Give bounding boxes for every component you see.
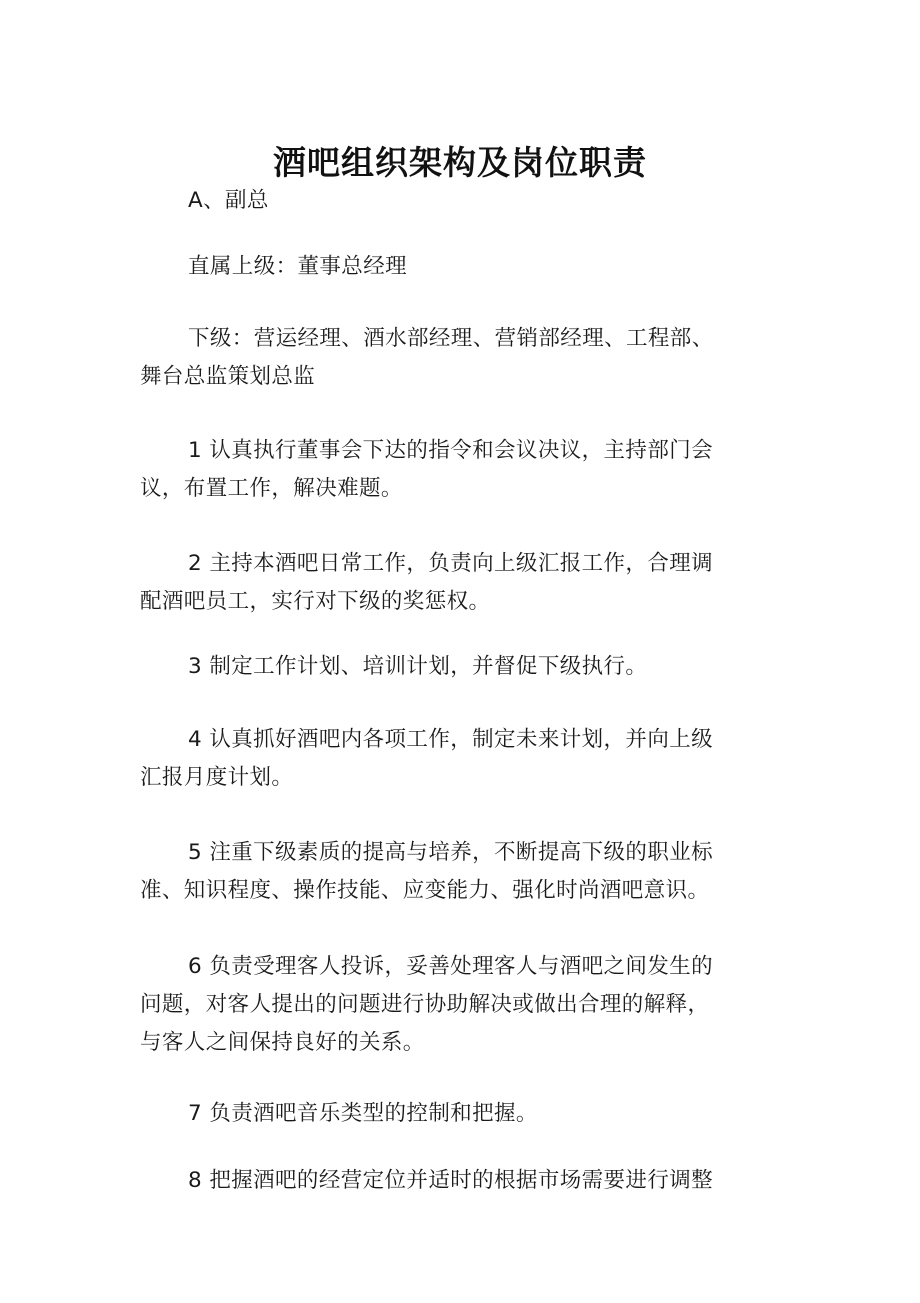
duty-item-1: 1 认真执行董事会下达的指令和会议决议，主持部门会议，布置工作，解决难题。	[140, 438, 714, 501]
section-heading-vice-president: A、副总	[188, 188, 269, 213]
duty-item-6: 6 负责受理客人投诉，妥善处理客人与酒吧之间发生的问题，对客人提出的问题进行协助解决或做出合理的解释，与客人之间保持良好的关系。	[140, 954, 714, 1055]
duty-item-8: 8 把握酒吧的经营定位并适时的根据市场需要进行调整	[188, 1168, 714, 1193]
duty-item-4: 4 认真抓好酒吧内各项工作，制定未来计划，并向上级汇报月度计划。	[140, 727, 714, 790]
duty-item-7: 7 负责酒吧音乐类型的控制和把握。	[188, 1101, 538, 1126]
document-title: 酒吧组织架构及岗位职责	[273, 143, 647, 183]
duty-item-2: 2 主持本酒吧日常工作，负责向上级汇报工作，合理调配酒吧员工，实行对下级的奖惩权。	[140, 551, 714, 614]
subordinates-line: 下级：营运经理、酒水部经理、营销部经理、工程部、舞台总监策划总监	[140, 326, 714, 389]
duty-item-5: 5 注重下级素质的提高与培养，不断提高下级的职业标准、知识程度、操作技能、应变能力、强化时尚酒吧意识。	[140, 840, 714, 903]
direct-superior-line: 直属上级：董事总经理	[188, 254, 408, 279]
duty-item-3: 3 制定工作计划、培训计划，并督促下级执行。	[188, 654, 648, 679]
